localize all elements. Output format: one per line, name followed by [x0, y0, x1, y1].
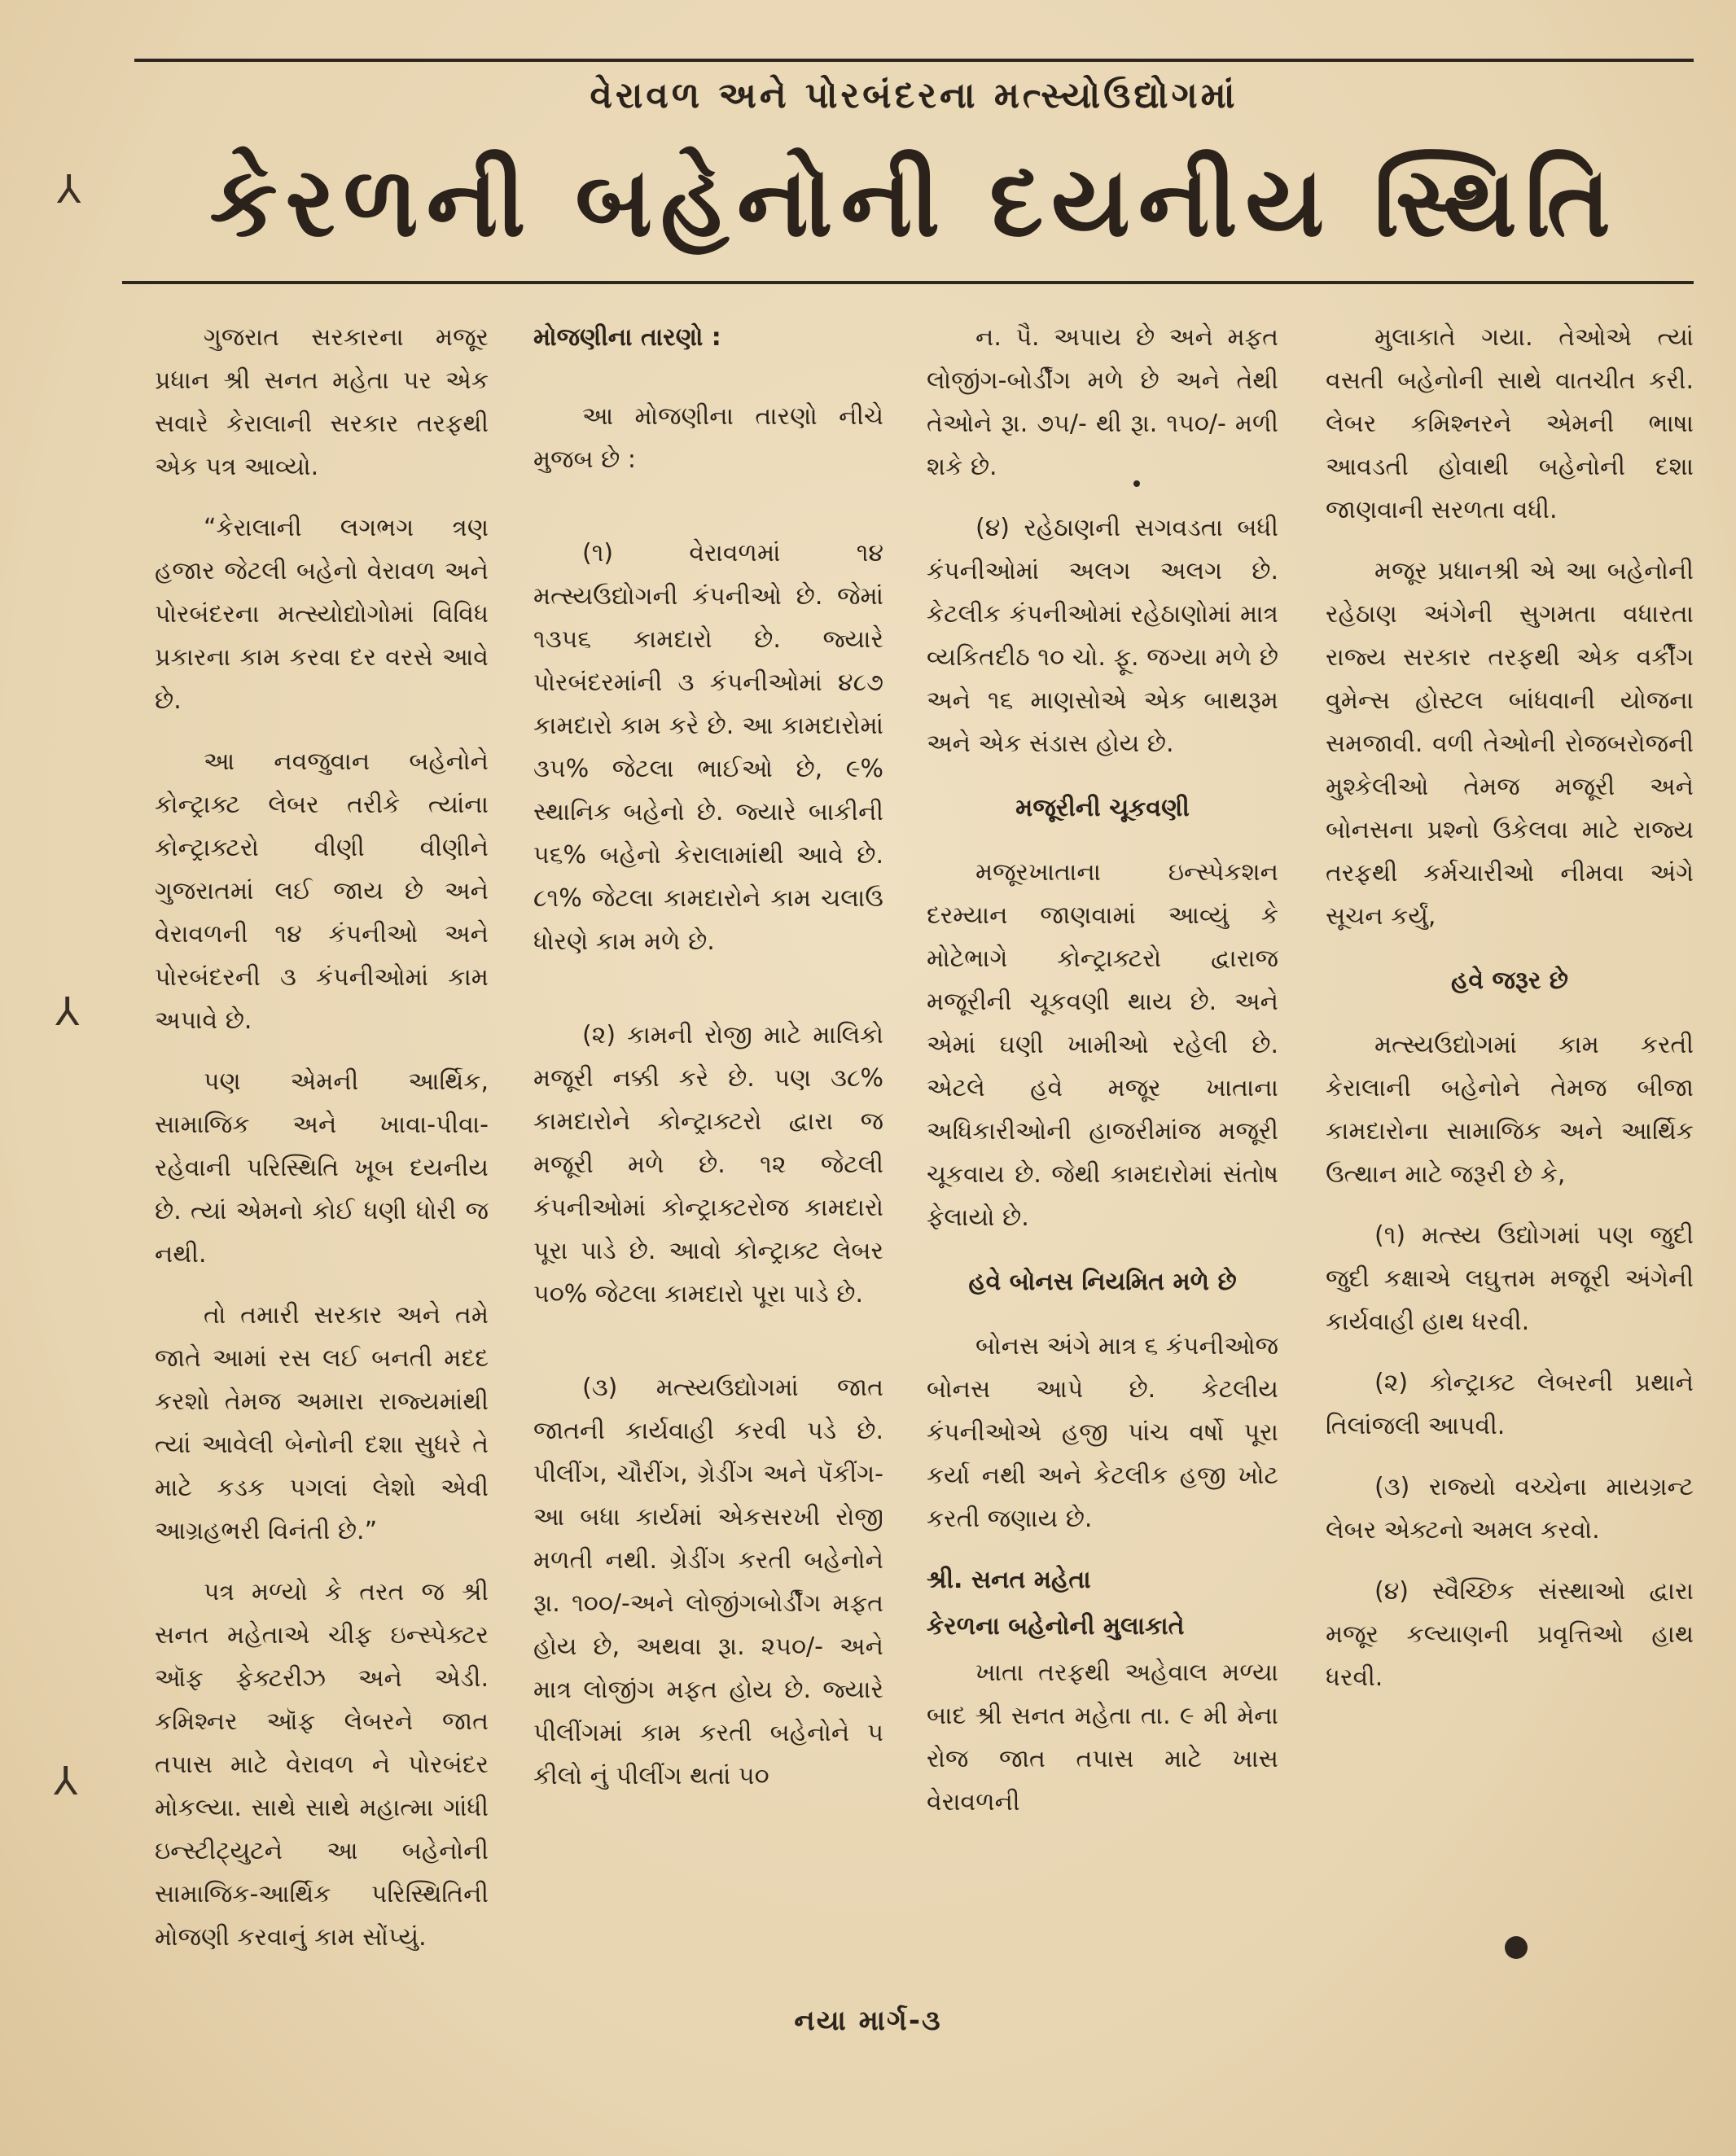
- paragraph: (૨) કામની રોજી માટે માલિકો મજૂરી નક્કી કરે છે. પણ ૩૮% કામદારોને કોન્ટ્રાક્ટરો દ્વારા જ મજૂરી મળે છે. ૧૨ જેટલી કંપનીઓમાં કોન્ટ્રાક્ટરોજ કામદારો પૂરા પાડે છે. આવો કોન્ટ્રાક્ટ લેબર ૫૦% જેટલા કામદારો પૂરા પાડે છે.: [533, 1021, 883, 1308]
- headline-rule: [122, 281, 1694, 284]
- section-heading: શ્રી. સનત મહેતા: [927, 1566, 1091, 1594]
- paragraph: “કેરાલાની લગભગ ત્રણ હજાર જેટલી બહેનો વેરાવળ અને પોરબંદરના મત્સ્યોદ્યોગોમાં વિવિધ પ્રકારના કામ કરવા દર વરસે આવે છે.: [155, 514, 489, 715]
- paragraph: મુલાકાતે ગયા. તેઓએ ત્યાં વસતી બહેનોની સાથે વાતચીત કરી. લેબર કમિશ્નરને એમની ભાષા આવડતી હોવાથી બહેનોની દશા જાણવાની સરળતા વધી.: [1326, 323, 1694, 524]
- paragraph: પણ એમની આર્થિક, સામાજિક અને ખાવા-પીવા-રહેવાની પરિસ્થિતિ ખૂબ દયનીય છે. ત્યાં એમનો કોઈ ધણી ધોરી જ નથી.: [155, 1067, 489, 1269]
- page-folio: નયા માર્ગ-૩: [794, 2005, 942, 2037]
- section-heading: મોજણીના તારણો :: [533, 323, 721, 352]
- paragraph: (૨) કોન્ટ્રાક્ટ લેબરની પ્રથાને તિલાંજલી આપવી.: [1326, 1369, 1694, 1440]
- margin-mark: ⅄: [54, 1759, 78, 1804]
- paragraph: મજૂરખાતાના ઇન્સ્પેકશન દરમ્યાન જાણવામાં આવ્યું કે મોટેભાગે કોન્ટ્રાક્ટરો દ્વારાજ મજૂરીની ચૂકવણી થાય છે. અને એમાં ઘણી ખામીઓ રહેલી છે. એટલે હવે મજૂર ખાતાના અધિકારીઓની હાજરીમાંજ મજૂરી ચૂકવાય છે. જેથી કામદારોમાં સંતોષ ફેલાયો છે.: [927, 858, 1278, 1232]
- top-rule: [134, 59, 1694, 62]
- paragraph: ખાતા તરફથી અહેવાલ મળ્યા બાદ શ્રી સનત મહેતા તા. ૯ મી મેના રોજ જાત તપાસ માટે ખાસ વેરાવળની: [927, 1659, 1278, 1816]
- section-heading: હવે બોનસ નિયમિત મળે છે: [968, 1268, 1237, 1296]
- headline: કેરળની બહેનોની દયનીય સ્થિતિ: [209, 146, 1619, 258]
- paragraph: પત્ર મળ્યો કે તરત જ શ્રી સનત મહેતાએ ચીફ ઇન્સ્પેક્ટર ઑફ ફેક્ટરીઝ અને એડી. કમિશ્નર ઑફ લેબરને જાત તપાસ માટે વેરાવળ ને પોરબંદર મોકલ્યા. સાથે સાથે મહાત્મા ગાંધી ઇન્સ્ટીટ્યુટને આ બહેનોની સામાજિક-આર્થિક પરિસ્થિતિની મોજણી કરવાનું કામ સોંપ્યું.: [155, 1578, 489, 1952]
- paragraph: (૩) રાજ્યો વચ્ચેના માયગ્રન્ટ લેબર એક્ટનો અમલ કરવો.: [1326, 1473, 1694, 1545]
- paragraph: બોનસ અંગે માત્ર ૬ કંપનીઓજ બોનસ આપે છે. કેટલીય કંપનીઓએ હજી પાંચ વર્ષો પૂરા કર્યા નથી અને કેટલીક હજી ખોટ કરતી જણાય છે.: [927, 1332, 1278, 1533]
- paragraph: (૧) વેરાવળમાં ૧૪ મત્સ્યઉદ્યોગની કંપનીઓ છે. જેમાં ૧૩૫૬ કામદારો છે. જ્યારે પોરબંદરમાંની ૩ કંપનીઓમાં ૪૮૭ કામદારો કામ કરે છે. આ કામદારોમાં ૩૫% જેટલા ભાઈઓ છે, ૯% સ્થાનિક બહેનો છે. જ્યારે બાકીની ૫૬% બહેનો કેરાલામાંથી આવે છે. ૮૧% જેટલા કામદારોને કામ ચલાઉ ધોરણે કામ મળે છે.: [533, 539, 883, 956]
- spacer: [533, 499, 883, 532]
- paragraph: તો તમારી સરકાર અને તમે જાતે આમાં રસ લઈ બનતી મદદ કરશો તેમજ અમારા રાજ્યમાંથી ત્યાં આવેલી બેનોની દશા સુધરે તે માટે કડક પગલાં લેશો એવી આગ્રહભરી વિનંતી છે.”: [155, 1301, 489, 1545]
- margin-mark: ⅄: [55, 989, 80, 1035]
- spacer: [533, 1334, 883, 1366]
- end-mark: [1505, 1936, 1528, 1959]
- spacer: [533, 362, 883, 395]
- kicker-line: વેરાવળ અને પોરબંદરના મત્સ્યોઉદ્યોગમાં: [590, 75, 1238, 116]
- article-column-3: [927, 316, 1278, 1842]
- paragraph: (૪) રહેઠાણની સગવડતા બધી કંપનીઓમાં અલગ અલગ છે. કેટલીક કંપનીઓમાં રહેઠાણોમાં માત્ર વ્યકિતદીઠ ૧૦ ચો. ફૂ. જગ્યા મળે છે અને ૧૬ માણસોએ એક બાથરૂમ અને એક સંડાસ હોય છે.: [927, 514, 1278, 758]
- article-column-2: [533, 316, 883, 1816]
- section-heading: કેરળના બહેનોની મુલાકાતે: [927, 1612, 1185, 1641]
- paragraph: આ મોજણીના તારણો નીચે મુજબ છે :: [533, 402, 883, 474]
- paragraph: ગુજરાત સરકારના મજૂર પ્રધાન શ્રી સનત મહેતા પર એક સવારે કેરાલાની સરકાર તરફથી એક પત્ર આવ્યો.: [155, 323, 489, 481]
- article-column-4: [1326, 316, 1694, 1717]
- section-heading: હવે જરૂર છે: [1451, 966, 1568, 995]
- paragraph: (૧) મત્સ્ય ઉદ્યોગમાં પણ જુદી જુદી કક્ષાએ લઘુત્તમ મજૂરી અંગેની કાર્યવાહી હાથ ધરવી.: [1326, 1221, 1694, 1336]
- section-heading: મજૂરીની ચૂકવણી: [1015, 794, 1190, 822]
- ink-dot: [1133, 480, 1140, 487]
- paragraph: મત્સ્યઉદ્યોગમાં કામ કરતી કેરાલાની બહેનોને તેમજ બીજા કામદારોના સામાજિક અને આર્થિક ઉત્થાન માટે જરૂરી છે કે,: [1326, 1031, 1694, 1189]
- article-column-1: [155, 316, 489, 1977]
- paragraph: ન. પૈ. અપાય છે અને મફત લોજીંગ-બોર્ડીંગ મળે છે અને તેથી તેઓને રૂા. ૭૫/- થી રૂા. ૧૫૦/- મળી શકે છે.: [927, 323, 1278, 481]
- margin-mark: ⅄: [57, 167, 81, 213]
- paragraph: મજૂર પ્રધાનશ્રી એ આ બહેનોની રહેઠાણ અંગેની સુગમતા વધારતા રાજ્ય સરકાર તરફથી એક વર્કીંગ વુમેન્સ હોસ્ટલ બાંધવાની યોજના સમજાવી. વળી તેઓની રોજબરોજની મુશ્કેલીઓ તેમજ મજૂરી અને બોનસના પ્રશ્નો ઉકેલવા માટે રાજ્ય તરફથી કર્મચારીઓ નીમવા અંગે સૂચન કર્યું,: [1326, 557, 1694, 931]
- paragraph: આ નવજુવાન બહેનોને કોન્ટ્રાક્ટ લેબર તરીકે ત્યાંના કોન્ટ્રાક્ટરો વીણી વીણીને ગુજરાતમાં લઈ જાય છે અને વેરાવળની ૧૪ કંપનીઓ અને પોરબંદરની ૩ કંપનીઓમાં કામ અપાવે છે.: [155, 747, 489, 1035]
- paragraph: (૩) મત્સ્યઉદ્યોગમાં જાત જાતની કાર્યવાહી કરવી પડે છે. પીલીંગ, ચૌરીંગ, ગ્રેડીંગ અને પૅકીંગ-આ બધા કાર્યમાં એકસરખી રોજી મળતી નથી. ગ્રેડીંગ કરતી બહેનોને રૂા. ૧૦૦/-અને લોજીંગબોર્ડીંગ મફત હોય છે, અથવા રૂા. ૨૫૦/- અને માત્ર લોજીંગ મફત હોય છે. જ્યારે પીલીંગમાં કામ કરતી બહેનોને ૫ કીલો નું પીલીંગ થતાં ૫૦: [533, 1374, 883, 1790]
- paragraph: (૪) સ્વૈચ્છિક સંસ્થાઓ દ્વારા મજૂર કલ્યાણની પ્રવૃત્તિઓ હાથ ધરવી.: [1326, 1577, 1694, 1692]
- spacer: [533, 981, 883, 1014]
